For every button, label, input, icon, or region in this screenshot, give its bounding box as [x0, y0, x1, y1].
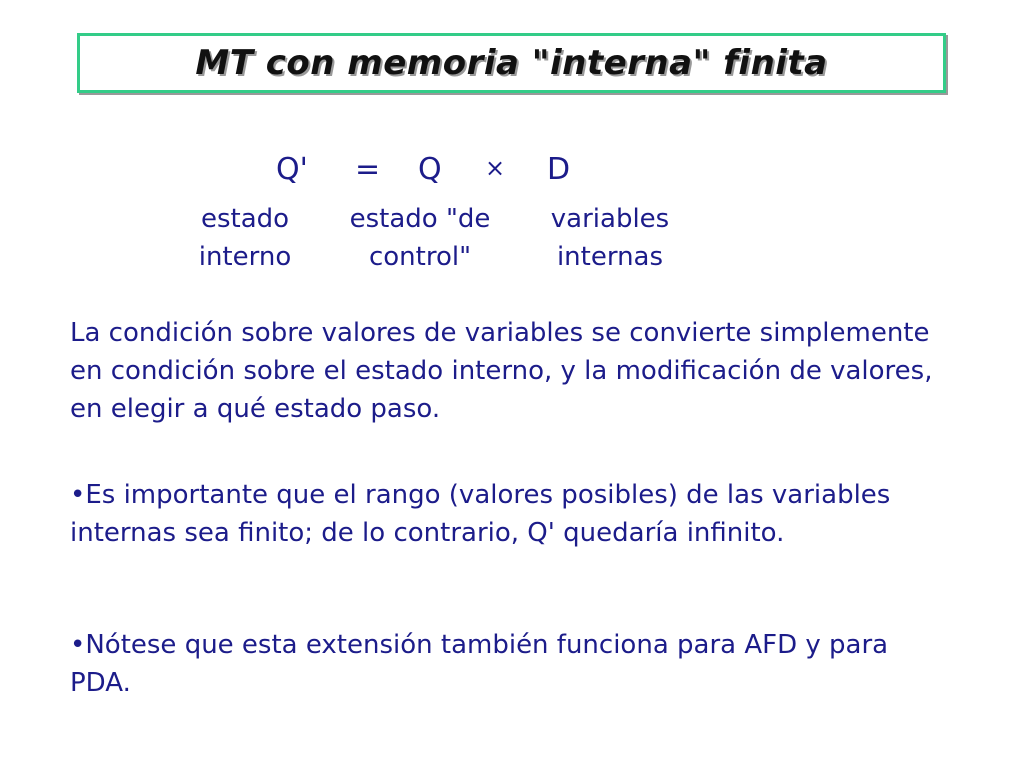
formula-d: D [547, 152, 571, 187]
formula-times-symbol: × [485, 154, 506, 182]
label-estado-control [330, 200, 510, 276]
label-line: estado [200, 204, 290, 234]
main-paragraph: La condición sobre valores de variables se convierte simplemente en condición sobre el estado interno, y la modificación de valores, en elegir a qué estado paso. [70, 318, 933, 424]
formula-q: Q [418, 152, 442, 187]
bullet-finite-range: •Es importante que el rango (valores posibles) de las variables internas sea finito; de lo contrario, Q' quedaría infinito. [70, 480, 891, 548]
formula-equals: = [355, 152, 381, 187]
label-line: variables [550, 204, 670, 234]
label-estado-interno [180, 200, 310, 276]
label-line: estado "de [349, 204, 491, 234]
formula-q-prime: Q' [276, 152, 308, 187]
label-line: control" [368, 242, 472, 272]
label-line: interno [198, 242, 292, 272]
label-variables-internas [530, 200, 690, 276]
label-line: internas [556, 242, 664, 272]
bullet-extension-afd-pda: •Nótese que esta extensión también funciona para AFD y para PDA. [70, 630, 889, 698]
slide-title: MT con memoria "interna" finita [195, 43, 828, 83]
title-banner [77, 33, 946, 93]
